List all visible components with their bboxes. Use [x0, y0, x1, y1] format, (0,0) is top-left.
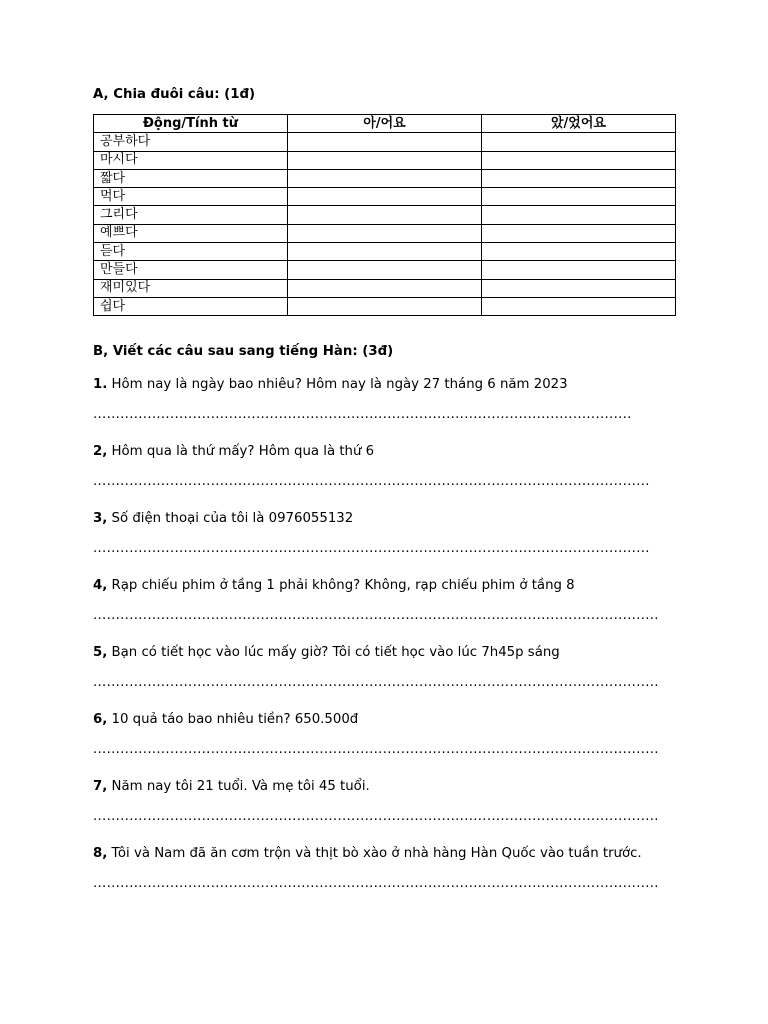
question-text: 10 quả táo bao nhiêu tiền? 650.500đ [107, 712, 359, 728]
question [93, 440, 653, 463]
table-row [94, 279, 676, 297]
past-answer-cell[interactable] [482, 243, 676, 261]
question-number: 6, [93, 712, 108, 728]
question [93, 641, 653, 664]
question-block [93, 373, 675, 424]
present-answer-cell[interactable] [288, 279, 482, 297]
question [93, 708, 653, 731]
answer-line[interactable]: ............................................................................................................................. [93, 742, 659, 758]
table-row [94, 188, 676, 206]
verb-cell: 재미있다 [94, 279, 288, 297]
question-number: 8, [93, 846, 108, 862]
question-block [93, 574, 675, 625]
verb-cell: 짧다 [94, 169, 288, 187]
question-number: 3, [93, 511, 108, 527]
present-answer-cell[interactable] [288, 188, 482, 206]
present-answer-cell[interactable] [288, 261, 482, 279]
question-block [93, 507, 675, 558]
question-text: Năm nay tôi 21 tuổi. Và mẹ tôi 45 tuổi. [107, 779, 370, 795]
present-answer-cell[interactable] [288, 243, 482, 261]
verb-cell: 그리다 [94, 206, 288, 224]
table-row [94, 224, 676, 242]
past-answer-cell[interactable] [482, 224, 676, 242]
header-present-form: 아/어요 [288, 115, 482, 133]
present-answer-cell[interactable] [288, 224, 482, 242]
verb-cell: 예쁘다 [94, 224, 288, 242]
question-number: 1. [93, 377, 108, 393]
answer-line[interactable]: ........................................................................................................................... [93, 474, 650, 490]
conjugation-table [93, 114, 676, 316]
table-row [94, 261, 676, 279]
present-answer-cell[interactable] [288, 297, 482, 315]
table-row [94, 243, 676, 261]
past-answer-cell[interactable] [482, 279, 676, 297]
section-b [93, 343, 675, 893]
present-answer-cell[interactable] [288, 206, 482, 224]
question-text: Bạn có tiết học vào lúc mấy giờ? Tôi có tiết học vào lúc 7h45p sáng [107, 645, 560, 661]
table-row [94, 297, 676, 315]
question-number: 5, [93, 645, 108, 661]
question-block [93, 842, 675, 893]
worksheet [93, 86, 675, 893]
question-block [93, 708, 675, 759]
question-block [93, 440, 675, 491]
question [93, 775, 653, 798]
question-number: 2, [93, 444, 108, 460]
question [93, 507, 653, 530]
question [93, 842, 653, 865]
past-answer-cell[interactable] [482, 151, 676, 169]
table-row [94, 133, 676, 151]
question-text: Hôm qua là thứ mấy? Hôm qua là thứ 6 [107, 444, 375, 460]
answer-line[interactable]: ............................................................................................................................. [93, 809, 659, 825]
question [93, 574, 653, 597]
answer-line[interactable]: ....................................................................................................................... [93, 407, 632, 423]
question-block [93, 775, 675, 826]
past-answer-cell[interactable] [482, 169, 676, 187]
verb-cell: 먹다 [94, 188, 288, 206]
present-answer-cell[interactable] [288, 133, 482, 151]
table-header-row [94, 115, 676, 133]
past-answer-cell[interactable] [482, 206, 676, 224]
answer-line[interactable]: ........................................................................................................................... [93, 541, 650, 557]
section-a-title: A, Chia đuôi câu: (1đ) [93, 87, 256, 102]
question-text: Số điện thoại của tôi là 0976055132 [107, 511, 354, 527]
past-answer-cell[interactable] [482, 297, 676, 315]
question-text: Tôi và Nam đã ăn cơm trộn và thịt bò xào ở nhà hàng Hàn Quốc vào tuần trước. [107, 846, 642, 862]
verb-cell: 쉽다 [94, 297, 288, 315]
question-number: 7, [93, 779, 108, 795]
past-answer-cell[interactable] [482, 133, 676, 151]
question-block [93, 641, 675, 692]
verb-cell: 마시다 [94, 151, 288, 169]
verb-cell: 만들다 [94, 261, 288, 279]
verb-cell: 공부하다 [94, 133, 288, 151]
table-row [94, 169, 676, 187]
question-number: 4, [93, 578, 108, 594]
section-b-title: B, Viết các câu sau sang tiếng Hàn: (3đ) [93, 344, 394, 360]
question-text: Rạp chiếu phim ở tầng 1 phải không? Không, rạp chiếu phim ở tầng 8 [107, 578, 575, 594]
answer-line[interactable]: ............................................................................................................................. [93, 876, 659, 892]
verb-cell: 듣다 [94, 243, 288, 261]
question [93, 373, 653, 396]
past-answer-cell[interactable] [482, 188, 676, 206]
present-answer-cell[interactable] [288, 169, 482, 187]
table-row [94, 206, 676, 224]
answer-line[interactable]: ............................................................................................................................. [93, 675, 659, 691]
past-answer-cell[interactable] [482, 261, 676, 279]
header-past-form: 았/었어요 [482, 115, 676, 133]
table-row [94, 151, 676, 169]
answer-line[interactable]: ............................................................................................................................. [93, 608, 659, 624]
present-answer-cell[interactable] [288, 151, 482, 169]
question-text: Hôm nay là ngày bao nhiêu? Hôm nay là ngày 27 tháng 6 năm 2023 [107, 377, 568, 393]
header-verb-adjective: Động/Tính từ [94, 115, 288, 133]
